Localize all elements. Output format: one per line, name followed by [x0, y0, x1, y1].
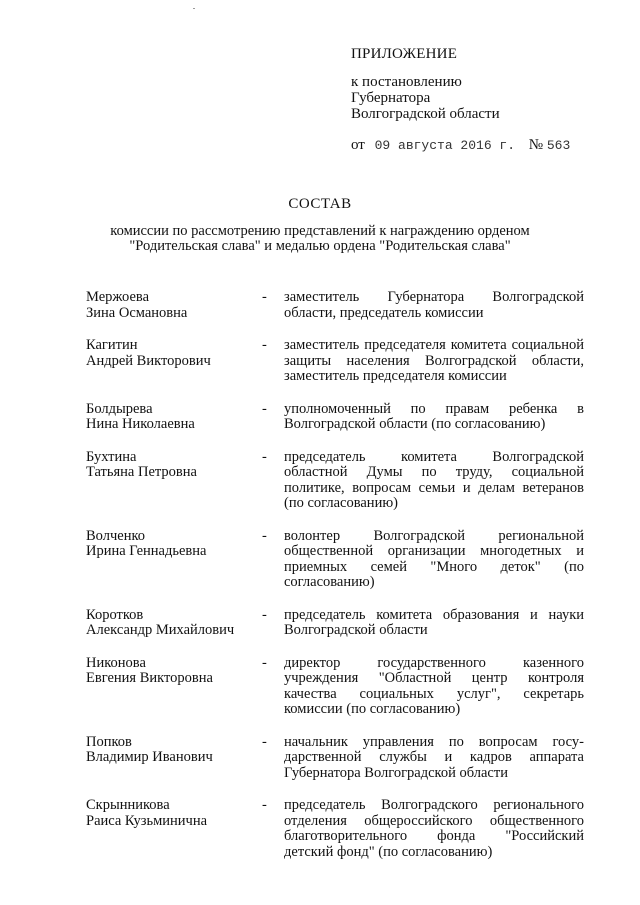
date-prefix: от	[351, 137, 365, 153]
member-row	[86, 450, 584, 512]
member-name	[86, 450, 262, 512]
member-given-name: Зина Османовна	[86, 304, 188, 321]
appendix-date-line	[351, 137, 570, 154]
document-subtitle	[0, 224, 640, 254]
member-name	[86, 798, 262, 860]
member-given-name: Андрей Викторович	[86, 352, 211, 369]
member-dash: -	[262, 400, 267, 417]
member-row	[86, 798, 584, 860]
member-dash: -	[262, 797, 267, 813]
decree-date: 09 августа 2016 г.	[374, 138, 516, 153]
scan-speck	[193, 8, 195, 9]
member-list	[86, 290, 584, 877]
member-role: заместитель Губернатора Волгоградской области, председатель комиссии	[284, 289, 584, 321]
member-dash: -	[262, 527, 267, 544]
member-row	[86, 656, 584, 718]
member-given-name: Евгения Викторовна	[86, 670, 213, 686]
member-dash: -	[262, 289, 267, 305]
member-surname: Волченко	[86, 527, 146, 544]
appendix-line: Волгоградской области	[351, 106, 500, 122]
member-role: начальник управления по вопросам государственной службы и кадров аппарата Губернатора Волгоградской области	[284, 733, 584, 781]
member-name	[86, 735, 262, 782]
subtitle-line: комиссии по рассмотрению представлений к награждению орденом	[110, 223, 530, 239]
member-row	[86, 529, 584, 591]
appendix-line: Губернатора	[351, 90, 431, 106]
appendix-block	[351, 46, 570, 154]
member-dash: -	[262, 448, 267, 465]
member-role: уполномоченный по правам ребенка в Волгоградской области (по согласованию)	[284, 400, 584, 432]
member-role: председатель комитета образования и науки Волгоградской области	[284, 606, 584, 638]
decree-number: 563	[546, 138, 571, 153]
subtitle-line: "Родительская слава" и медалью ордена "Родительская слава"	[129, 238, 511, 254]
member-given-name: Татьяна Петровна	[86, 464, 197, 480]
member-dash: -	[262, 606, 267, 623]
member-name	[86, 529, 262, 591]
member-role: заместитель председателя комитета социальной защиты населения Волгоградской области, заместитель председателя комиссии	[284, 337, 584, 384]
member-given-name: Александр Михайлович	[86, 622, 235, 638]
member-row	[86, 735, 584, 782]
member-dash: -	[262, 337, 267, 353]
member-dash: -	[262, 733, 267, 750]
member-surname: Коротков	[86, 606, 144, 623]
member-role: директор государственного казенного учреждения "Областной центр контроля качества социальных услуг", секретарь комиссии (по согласованию)	[284, 654, 584, 717]
member-row	[86, 338, 584, 385]
member-name	[86, 656, 262, 718]
member-given-name: Владимир Иванович	[86, 749, 213, 765]
member-name	[86, 608, 262, 639]
member-role: председатель комитета Волгоградской областной Думы по труду, социальной политике, вопросам семьи и делам ветеранов (по согласованию)	[284, 448, 584, 511]
member-surname: Скрынникова	[86, 797, 170, 813]
member-role: волонтер Волгоградской региональной общественной организации многодетных и приемных семей "Много деток" (по согласованию)	[284, 527, 584, 590]
appendix-line: к постановлению	[351, 74, 462, 90]
number-sign: №	[528, 137, 544, 153]
member-row	[86, 402, 584, 433]
member-role: председатель Волгоградского регионального отделения общероссийского общественного благотворительного фонда "Российский детский фонд" (по согласованию)	[284, 797, 584, 860]
member-given-name: Раиса Кузьминична	[86, 812, 208, 829]
member-surname: Никонова	[86, 654, 146, 671]
member-surname: Болдырева	[86, 400, 153, 417]
document-title: СОСТАВ	[288, 196, 352, 212]
member-surname: Бухтина	[86, 448, 137, 465]
member-name	[86, 290, 262, 321]
appendix-title: ПРИЛОЖЕНИЕ	[351, 46, 458, 62]
member-name	[86, 338, 262, 385]
member-row	[86, 608, 584, 639]
member-surname: Мержоева	[86, 289, 149, 305]
member-dash: -	[262, 654, 267, 671]
member-surname: Кагитин	[86, 337, 138, 353]
member-surname: Попков	[86, 733, 132, 750]
member-given-name: Нина Николаевна	[86, 416, 195, 432]
member-given-name: Ирина Геннадьевна	[86, 543, 207, 559]
member-row	[86, 290, 584, 321]
member-name	[86, 402, 262, 433]
